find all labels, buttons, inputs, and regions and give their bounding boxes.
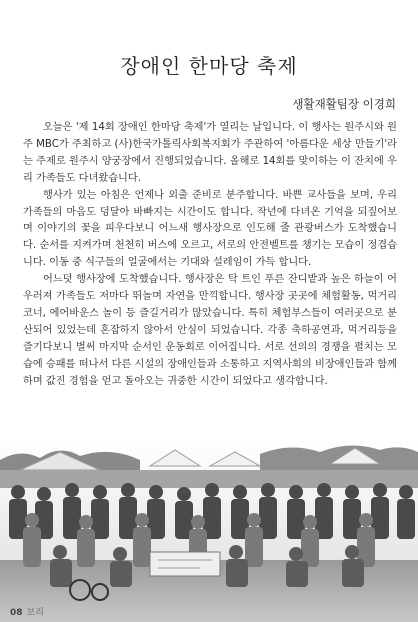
article-body xyxy=(23,120,397,391)
article-title: 장애인 한마당 축제 xyxy=(120,54,298,78)
paragraph-1: 오늘은 '제 14회 장애인 한마당 축제'가 열리는 날입니다. 이 행사는 원주시와 원주 MBC가 주최하고 (사)한국가톨릭사회복지회가 주관하여 '아름다운 세상 만들기'라는 주제로 원주시 양궁장에서 진행되었습니다. 올해로 14회를 맞이하는 이 잔치에 우리 가족들도 다녀왔습니다. xyxy=(23,122,397,184)
group-photo xyxy=(0,440,418,622)
group-photo-illustration xyxy=(0,440,418,622)
page-footer xyxy=(10,605,44,618)
paragraph-2: 행사가 있는 아침은 언제나 외출 준비로 분주합니다. 바쁜 교사들을 보며, 우리 가족들의 마음도 덩달아 바빠지는 시간이도 합니다. 작년에 다녀온 기억을 되짚어보며 이야기의 꽃을 피우다보니 어느새 행사장으로 인도해 줄 관광버스가 도착했습니다. 순서를 지켜가며 천천히 버스에 오르고, 서로의 안전벨트를 챙기는 모습이 정겹습니다. 이동 중 식구들의 얼굴에서는 기대와 설레임이 가득 합니다. xyxy=(23,189,397,269)
magazine-name: 보리 xyxy=(26,608,44,618)
article-author: 생활재활팀장 이경희 xyxy=(292,97,396,111)
paragraph-3: 어느덧 행사장에 도착했습니다. 행사장은 탁 트인 푸른 잔디밭과 높은 하늘이 어우러져 가족들도 저마다 뛰놀며 자연을 만끽합니다. 행사장 곳곳에 체험활동, 먹거리코너, 에어바운스 놀이 등 즐길거리가 많았습니다. 특히 체험부스들이 여러곳으로 분산되어 있었는데 혼잡하지 않아서 안심이 되었습니다. 각종 축하공연과, 먹거리등을 즐기다보니 벌써 마지막 순서인 운동회로 이어집니다. 서로 선의의 경쟁을 펼치는 모습에 승패를 떠나서 다른 시설의 장애인들과 소통하고 지역사회의 비장애인들과 함께하며 값진 경험을 얻고 돌아오는 귀중한 시간이 되었다고 생각합니다. xyxy=(23,274,397,387)
page-number: 08 xyxy=(10,608,23,618)
